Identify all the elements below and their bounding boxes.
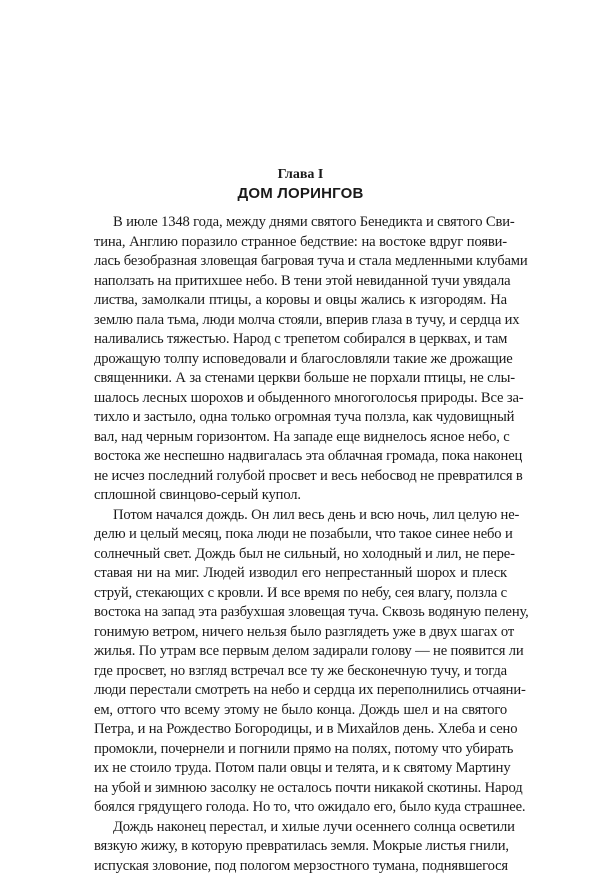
text-line: землю пала тьма, люди молча стояли, вперив глаза в тучу, и сердца их — [94, 311, 507, 331]
text-line: солнечный свет. Дождь был не сильный, но холодный и лил, не пере- — [94, 545, 507, 565]
text-line: лась безобразная зловещая багровая туча и стала медленными клубами — [94, 252, 507, 272]
text-line: вязкую жижу, в которую превратилась земля. Мокрые листья гнили, — [94, 837, 507, 857]
text-line: Потом начался дождь. Он лил весь день и всю ночь, лил целую не- — [94, 506, 507, 526]
paragraph-2 — [94, 506, 507, 818]
text-line: наползать на притихшее небо. В тени этой невиданной тучи увядала — [94, 272, 507, 292]
text-line: испуская зловоние, под пологом мерзостного тумана, поднявшегося — [94, 857, 507, 876]
text-line: ставая ни на миг. Людей изводил его непрестанный шорох и плеск — [94, 564, 507, 584]
text-line: жилья. По утрам все первым делом задирали голову — не появится ли — [94, 642, 507, 662]
text-line: В июле 1348 года, между днями святого Бенедикта и святого Сви- — [94, 213, 507, 233]
chapter-body — [94, 213, 507, 876]
text-line: промокли, почернели и погнили прямо на полях, потому что убирать — [94, 740, 507, 760]
text-line: ем, оттого что всему этому не было конца. Дождь шел и на святого — [94, 701, 507, 721]
text-line: их не стоило труда. Потом пали овцы и телята, и к святому Мартину — [94, 759, 507, 779]
text-line: тина, Англию поразило странное бедствие: на востоке вдруг появи- — [94, 233, 507, 253]
text-line: священники. А за стенами церкви больше не порхали птицы, не слы- — [94, 369, 507, 389]
text-line: гонимую ветром, ничего нельзя было разглядеть уже в двух шагах от — [94, 623, 507, 643]
chapter-title: ДОМ ЛОРИНГОВ — [94, 184, 507, 204]
text-line: наливались тяжестью. Народ с трепетом собирался в церквах, и там — [94, 330, 507, 350]
book-page — [94, 0, 507, 750]
text-line: не исчез последний голубой просвет и весь небосвод не превратился в — [94, 467, 507, 487]
text-line: востока же неспешно надвигалась эта облачная громада, пока наконец — [94, 447, 507, 467]
paragraph-1 — [94, 213, 507, 506]
text-line: где просвет, но взгляд встречал все ту же бесконечную тучу, и тогда — [94, 662, 507, 682]
text-line: Петра, и на Рождество Богородицы, и в Михайлов день. Хлеба и сено — [94, 720, 507, 740]
text-line: люди перестали смотреть на небо и сердца их переполнились отчаяни- — [94, 681, 507, 701]
text-line: сплошной свинцово-серый купол. — [94, 486, 507, 506]
text-line: дрожащую толпу исповедовали и благословляли такие же дрожащие — [94, 350, 507, 370]
text-line: струй, стекающих с кровли. И все время по небу, сея влагу, ползла с — [94, 584, 507, 604]
paragraph-3 — [94, 818, 507, 876]
text-line: шалось лесных шорохов и обыденного многоголосья природы. Все за- — [94, 389, 507, 409]
text-line: тихло и застыло, одна только огромная туча ползла, как чудовищный — [94, 408, 507, 428]
text-line: боялся грядущего голода. Но то, что ожидало его, было куда страшнее. — [94, 798, 507, 818]
text-line: Дождь наконец перестал, и хилые лучи осеннего солнца осветили — [94, 818, 507, 838]
text-line: листва, замолкали птицы, а коровы и овцы жались к изгородям. На — [94, 291, 507, 311]
text-line: вал, над черным горизонтом. На западе еще виднелось ясное небо, с — [94, 428, 507, 448]
chapter-label: Глава I — [94, 166, 507, 184]
text-line: востока на запад эта разбухшая зловещая туча. Сквозь водяную пелену, — [94, 603, 507, 623]
text-line: на убой и зимнюю засолку не осталось почти никакой скотины. Народ — [94, 779, 507, 799]
text-line: делю и целый месяц, пока люди не позабыли, что такое синее небо и — [94, 525, 507, 545]
